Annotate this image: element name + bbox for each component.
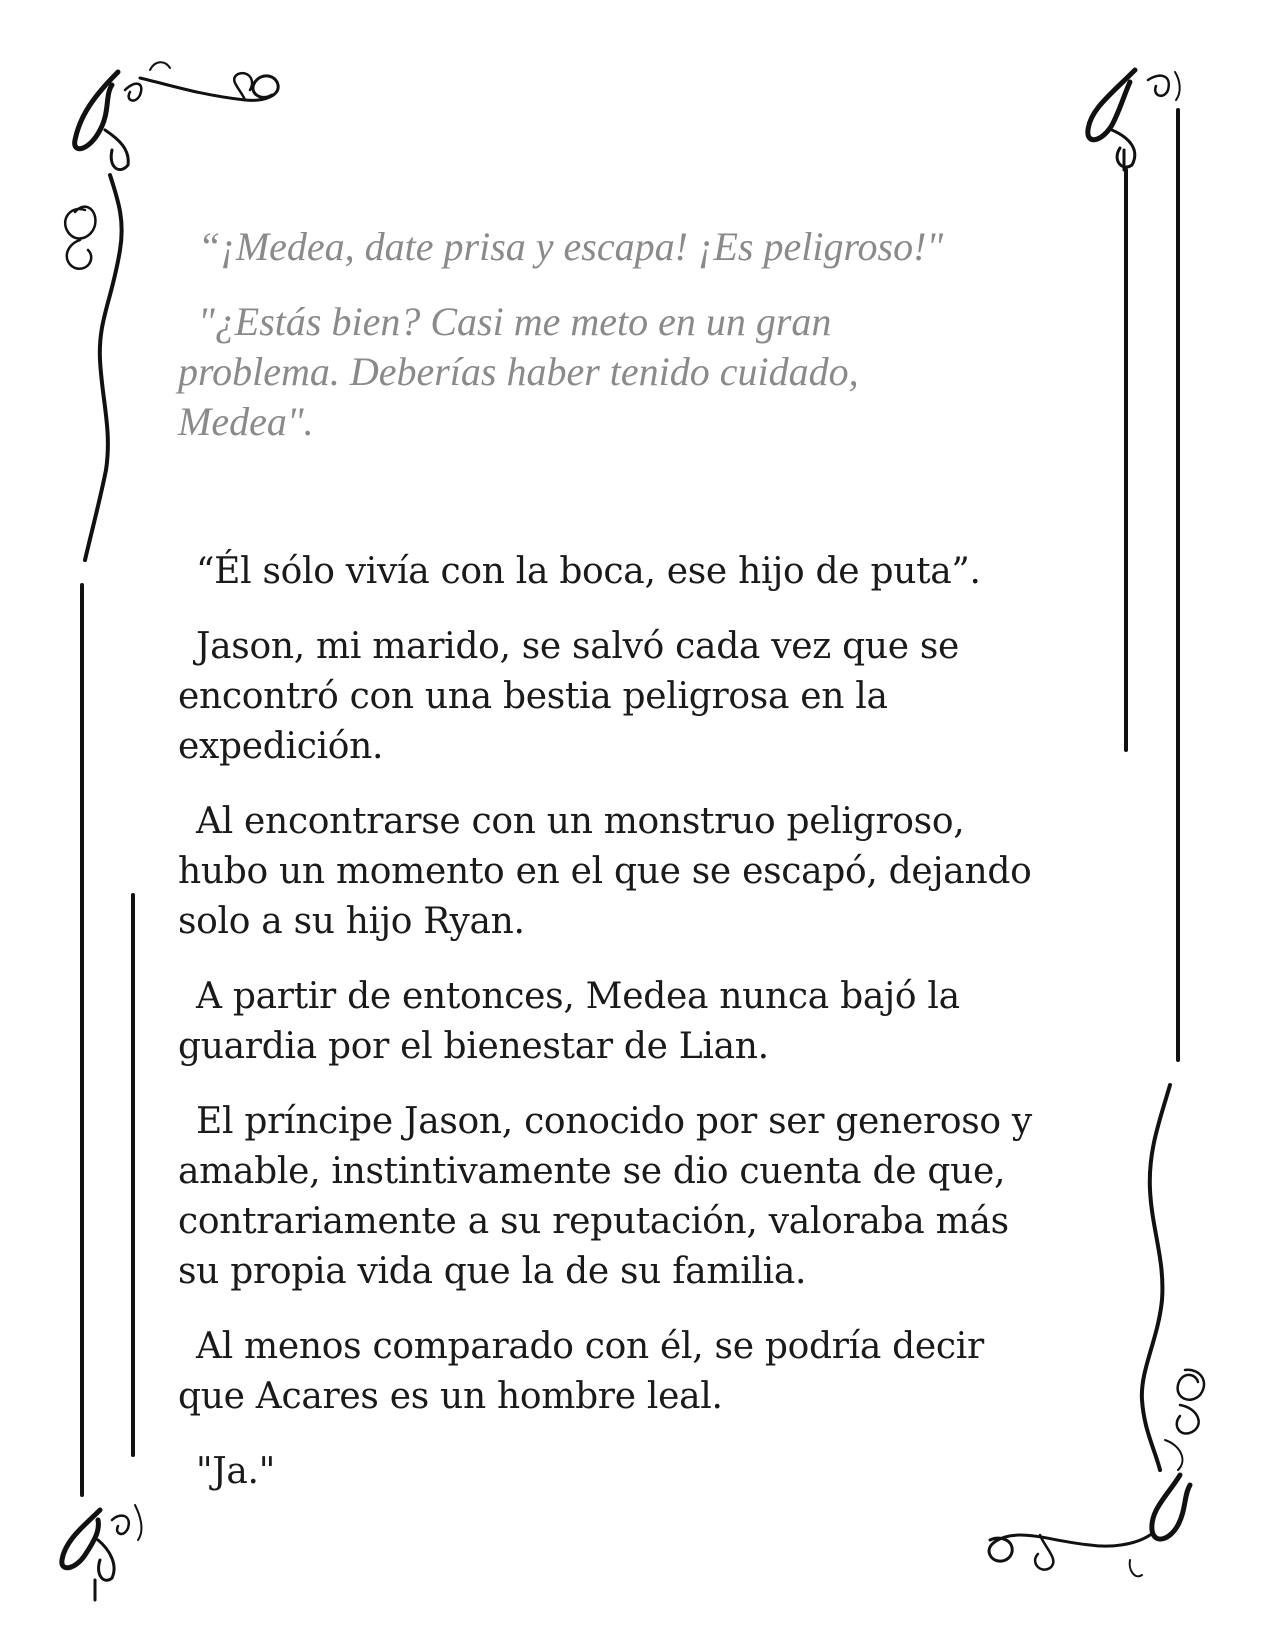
text-line: Jason, mi marido, se salvó cada vez que se xyxy=(196,626,960,667)
text-line: “Él sólo vivía con la boca, ese hijo de puta”. xyxy=(196,551,981,592)
text-line: Al menos comparado con él, se podría decir xyxy=(196,1326,984,1367)
paragraph-4 xyxy=(178,972,960,1072)
paragraph-2 xyxy=(178,622,959,772)
top-right-flourish-icon xyxy=(1088,70,1180,170)
text-line: guardia por el bienestar de Lian. xyxy=(178,1026,769,1067)
text-line: contrariamente a su reputación, valoraba más xyxy=(178,1201,1009,1242)
text-line: Al encontrarse con un monstruo peligroso, xyxy=(196,801,965,842)
bottom-left-flourish-icon xyxy=(62,1505,142,1600)
paragraph-6 xyxy=(178,1322,984,1422)
text-line: su propia vida que la de su familia. xyxy=(178,1251,807,1292)
text-line: Medea". xyxy=(178,399,314,444)
text-line: problema. Deberías haber tenido cuidado, xyxy=(178,349,859,394)
flashback-line-1 xyxy=(178,222,943,272)
text-line: solo a su hijo Ryan. xyxy=(178,901,525,942)
text-line: expedición. xyxy=(178,726,384,767)
text-line: amable, instintivamente se dio cuenta de que, xyxy=(178,1151,1006,1192)
paragraph-7 xyxy=(178,1447,275,1497)
text-line: encontró con una bestia peligrosa en la xyxy=(178,676,888,717)
text-line: “¡Medea, date prisa y escapa! ¡Es peligroso!" xyxy=(198,224,944,269)
text-line: "¿Estás bien? Casi me meto en un gran xyxy=(198,299,832,344)
flashback-line-2 xyxy=(178,297,859,447)
text-line: "Ja." xyxy=(196,1451,275,1492)
text-line: El príncipe Jason, conocido por ser generoso y xyxy=(196,1101,1032,1142)
text-line: A partir de entonces, Medea nunca bajó la xyxy=(196,976,960,1017)
paragraph-1 xyxy=(178,547,981,597)
paragraph-3 xyxy=(178,797,1031,947)
text-line: que Acares es un hombre leal. xyxy=(178,1376,723,1417)
paragraph-5 xyxy=(178,1097,1032,1297)
text-line: hubo un momento en el que se escapó, dejando xyxy=(178,851,1032,892)
